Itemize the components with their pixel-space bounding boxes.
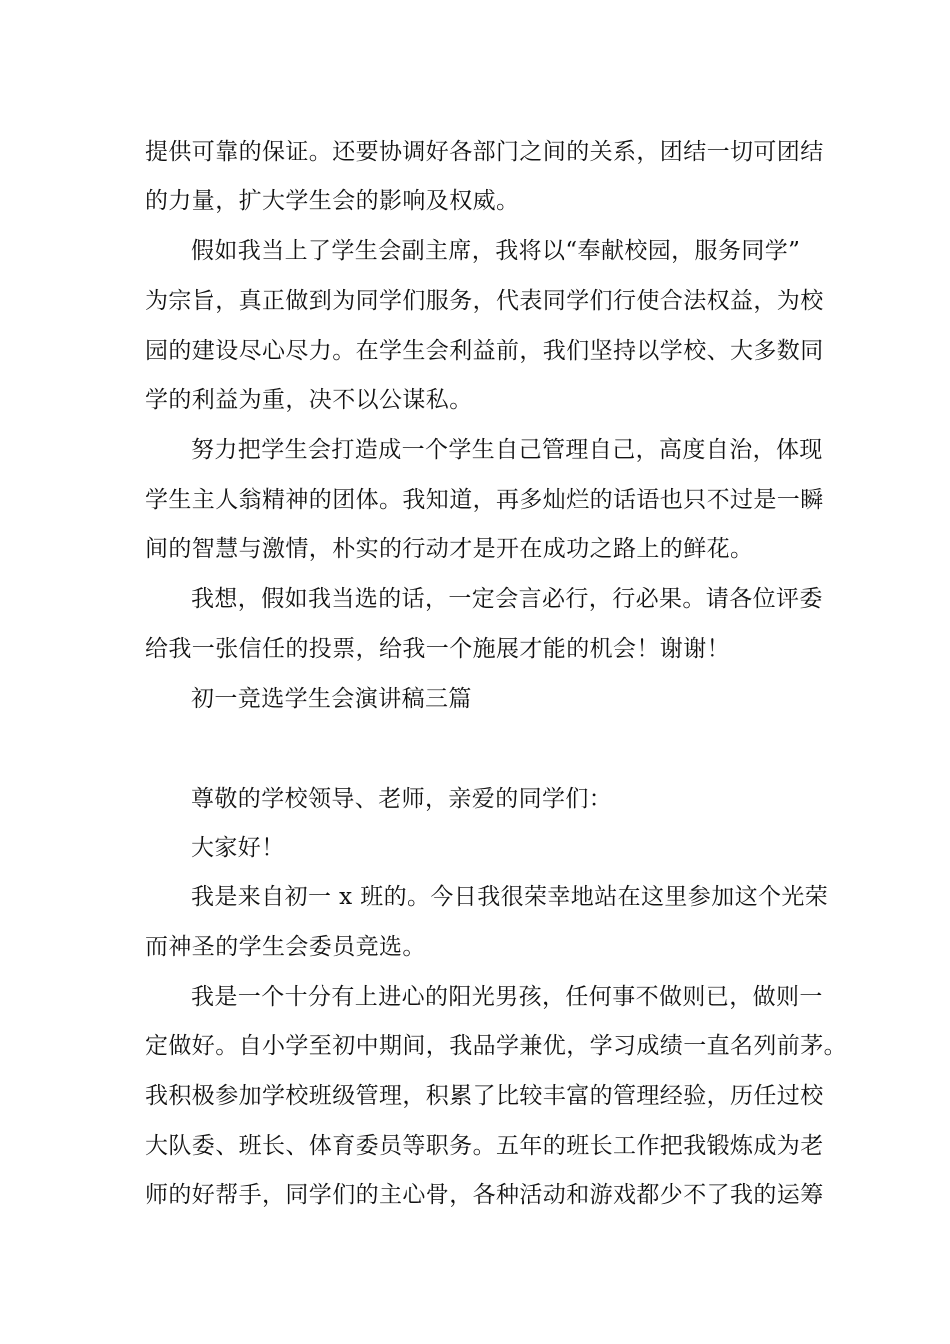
paragraph-first-line: 假如我当上了学生会副主席，我将以“奉献校园，服务同学” bbox=[191, 238, 801, 264]
text-line: 园的建设尽心尽力。在学生会利益前，我们坚持以学校、大多数同 bbox=[145, 338, 824, 364]
greeting: 大家好！ bbox=[191, 835, 285, 861]
text-line: 我积极参加学校班级管理，积累了比较丰富的管理经验，历任过校 bbox=[145, 1083, 824, 1109]
text-line: 师的好帮手，同学们的主心骨，各种活动和游戏都少不了我的运筹 bbox=[145, 1182, 824, 1208]
text-line: 定做好。自小学至初中期间，我品学兼优，学习成绩一直名列前茅。 bbox=[145, 1033, 847, 1059]
text-line: 间的智慧与激情，朴实的行动才是开在成功之路上的鲜花。 bbox=[145, 536, 754, 562]
text-line: 而神圣的学生会委员竞选。 bbox=[145, 934, 426, 960]
text-line: 学的利益为重，决不以公谋私。 bbox=[145, 387, 473, 413]
text-line: 的力量，扩大学生会的影响及权威。 bbox=[145, 188, 520, 214]
text-line: 大队委、班长、体育委员等职务。五年的班长工作把我锻炼成为老 bbox=[145, 1133, 824, 1159]
text-line: 提供可靠的保证。还要协调好各部门之间的关系，团结一切可团结 bbox=[145, 139, 824, 165]
paragraph-first-line: 我是一个十分有上进心的阳光男孩，任何事不做则已，做则一 bbox=[191, 984, 823, 1010]
text-line: 给我一张信任的投票，给我一个施展才能的机会！谢谢！ bbox=[145, 636, 730, 662]
salutation: 尊敬的学校领导、老师，亲爱的同学们： bbox=[191, 786, 613, 812]
paragraph-first-line: 我是来自初一 x 班的。今日我很荣幸地站在这里参加这个光荣 bbox=[191, 884, 829, 910]
section-title: 初一竞选学生会演讲稿三篇 bbox=[191, 686, 472, 712]
text-line: 学生主人翁精神的团体。我知道，再多灿烂的话语也只不过是一瞬 bbox=[145, 487, 824, 513]
paragraph-first-line: 我想，假如我当选的话，一定会言必行，行必果。请各位评委 bbox=[191, 586, 823, 612]
paragraph-first-line: 努力把学生会打造成一个学生自己管理自己，高度自治，体现 bbox=[191, 437, 823, 463]
text-line: 为宗旨，真正做到为同学们服务，代表同学们行使合法权益，为校 bbox=[145, 288, 824, 314]
